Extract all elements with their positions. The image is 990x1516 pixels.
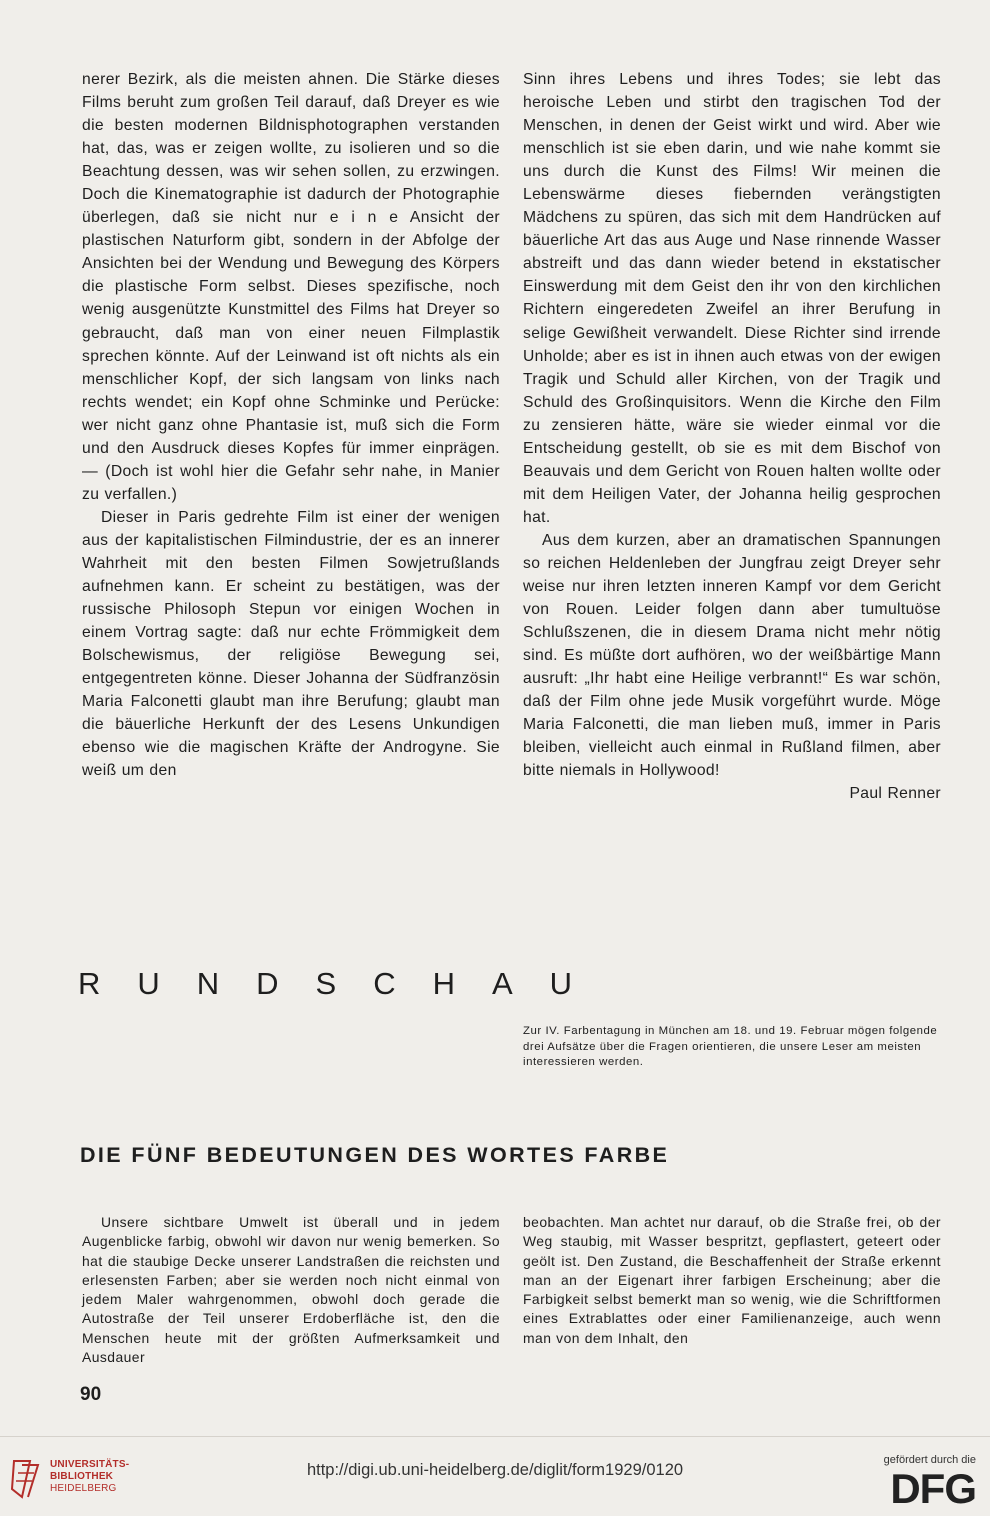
source-url-link[interactable]: http://digi.ub.uni-heidelberg.de/diglit/form1929/0120 — [306, 1461, 684, 1479]
library-name-line: HEIDELBERG — [50, 1483, 117, 1494]
library-name-line: BIBLIOTHEK — [50, 1471, 114, 1482]
funder-logo[interactable]: DFG — [890, 1465, 976, 1512]
article-title: DIE FÜNF BEDEUTUNGEN DES WORTES FARBE — [80, 1143, 670, 1167]
article-column-right — [523, 68, 941, 806]
paragraph: beobachten. Man achtet nur darauf, ob die Straße frei, ob der Weg staubig, mit Wasser bespritzt, gepflastert, geteert oder geölt ist. Den Zustand, die Beschaffenheit der Straße erkennt man an der Eigenart ihrer farbigen Erscheinung; aber die Farbigkeit selbst bemerkt man so wenig, wie die Schriftformen eines Extrablattes oder einer Familienanzeige, auch wenn man von dem Inhalt, den — [523, 1214, 941, 1346]
article-column-left — [82, 1213, 500, 1367]
article-column-left — [82, 68, 500, 782]
library-name-line: UNIVERSITÄTS- — [50, 1459, 130, 1470]
author-signature: Paul Renner — [849, 785, 941, 803]
page-number: 90 — [80, 1384, 102, 1405]
funder-label: gefördert durch die — [883, 1454, 976, 1466]
paragraph: Aus dem kurzen, aber an dramatischen Spannungen so reichen Heldenleben der Jungfrau zeigt Dreyer sehr weise nur ihren letzten inneren Kampf vor dem Gericht von Rouen. Leider folgen dann aber tumultuöse Schlußszenen, die in diesem Drama nicht mehr nötig sind. Es müßte dort aufhören, wo der weißbärtige Mann ausruft: „Ihr habt eine Heilige verbrannt!“ Es war schön, daß der Film ohne jede Musik vorgeführt wurde. Möge Maria Falconetti, die man lieben muß, immer in Paris bleiben, vielleicht auch einmal in Rußland filmen, aber bitte niemals in Hollywood! — [523, 531, 941, 780]
article-column-right — [523, 1213, 941, 1348]
paragraph: Sinn ihres Lebens und ihres Todes; sie lebt das heroische Leben und stirbt den tragischen Tod der Menschen, in denen der Geist wirkt und wird. Aber wie menschlich ist sie eben darin, und wie nahe kommt sie uns durch die Kunst des Films! Wir meinen die Lebenswärme dieses fiebernden verängstigten Mädchens zu spüren, das sich mit dem Handrücken auf bäuerliche Art das aus Auge und Nase rinnende Wasser abstreift und das dann wieder betend in ekstatischer Einswerdung mit dem Geist den ihr von den kirchlichen Richtern eingeredeten Zweifel an ihrer Berufung in selige Gewißheit verwandelt. Diese Richter sind irrende Unholde; aber es ist in ihnen auch etwas von der ewigen Tragik und Schuld aller Kirchen, von der Tragik und Schuld des Großinquisitors. Wenn die Kirche den Film zu zensieren hätte, wäre sie wieder einmal vor die Entscheidung gestellt, ob sie es mit dem Bischof von Beauvais und dem Gericht von Rouen halten wollte oder mit dem Heiligen Vater, der Johanna heilig gesprochen hat. — [523, 71, 941, 526]
paragraph: Unsere sichtbare Umwelt ist überall und in jedem Augenblicke farbig, obwohl wir davon nur wenig bemerken. So hat die staubige Decke unserer Landstraßen die reichsten und erlesensten Farben; aber sie werden noch nicht einmal von jedem Maler wahrgenommen, obwohl doch gerade die Autostraße der Teil unserer Erdoberfläche ist, den die Menschen heute mit der größten Aufmerksamkeit und Ausdauer — [82, 1214, 500, 1365]
footer-divider — [0, 1436, 990, 1437]
paragraph: Dieser in Paris gedrehte Film ist einer der wenigen aus der kapitalistischen Filmindustrie, der es an innerer Wahrheit mit den besten Filmen Sowjetrußlands aufnehmen kann. Er scheint zu bestätigen, was der russische Philosoph Stepun vor einigen Wochen in einem Vortrag sagte: daß nur echte Frömmigkeit dem Bolschewismus, der religiöse Bewegung sei, entgegentreten könne. Dieser Johanna der Südfranzösin Maria Falconetti glaubt man ihre Berufung; glaubt man die bäuerliche Herkunft der des Lesens Unkundigen ebenso wie die magischen Kräfte der Androgyne. Sie weiß um den — [82, 508, 500, 780]
paragraph: nerer Bezirk, als die meisten ahnen. Die Stärke dieses Films beruht zum großen Teil darauf, daß Dreyer es wie die besten modernen Bildnisphotographen verstanden hat, das, was er zeigen wollte, zu isolieren und so die Beachtung dessen, was wir sehen sollen, zu erzwingen. Doch die Kinematographie ist dadurch der Photographie überlegen, daß sie nicht nur e i n e Ansicht der plastischen Naturform gibt, sondern in der Abfolge der Ansichten bei der Wendung und Bewegung des Körpers die plastische Form selbst. Dieses spezifische, noch wenig ausgenützte Kunstmittel des Films hat Dreyer so gebraucht, daß man von einer neuen Filmplastik sprechen könnte. Auf der Leinwand ist oft nichts als ein menschlicher Kopf, der sich langsam von links nach rechts wendet; ein Kopf ohne Schminke und Perücke: wer nicht ganz ohne Phantasie ist, muß sich die Form und den Ausdruck dieses Kopfes für immer einprägen. — (Doch ist wohl hier die Gefahr sehr nahe, in Manier zu verfallen.) — [82, 71, 500, 503]
section-intro-note: Zur IV. Farbentagung in München am 18. und 19. Februar mögen folgende drei Aufsätze über die Fragen orientieren, die unsere Leser am meisten interessieren werden. — [523, 1025, 938, 1068]
section-heading: RUNDSCHAU — [78, 966, 610, 1001]
